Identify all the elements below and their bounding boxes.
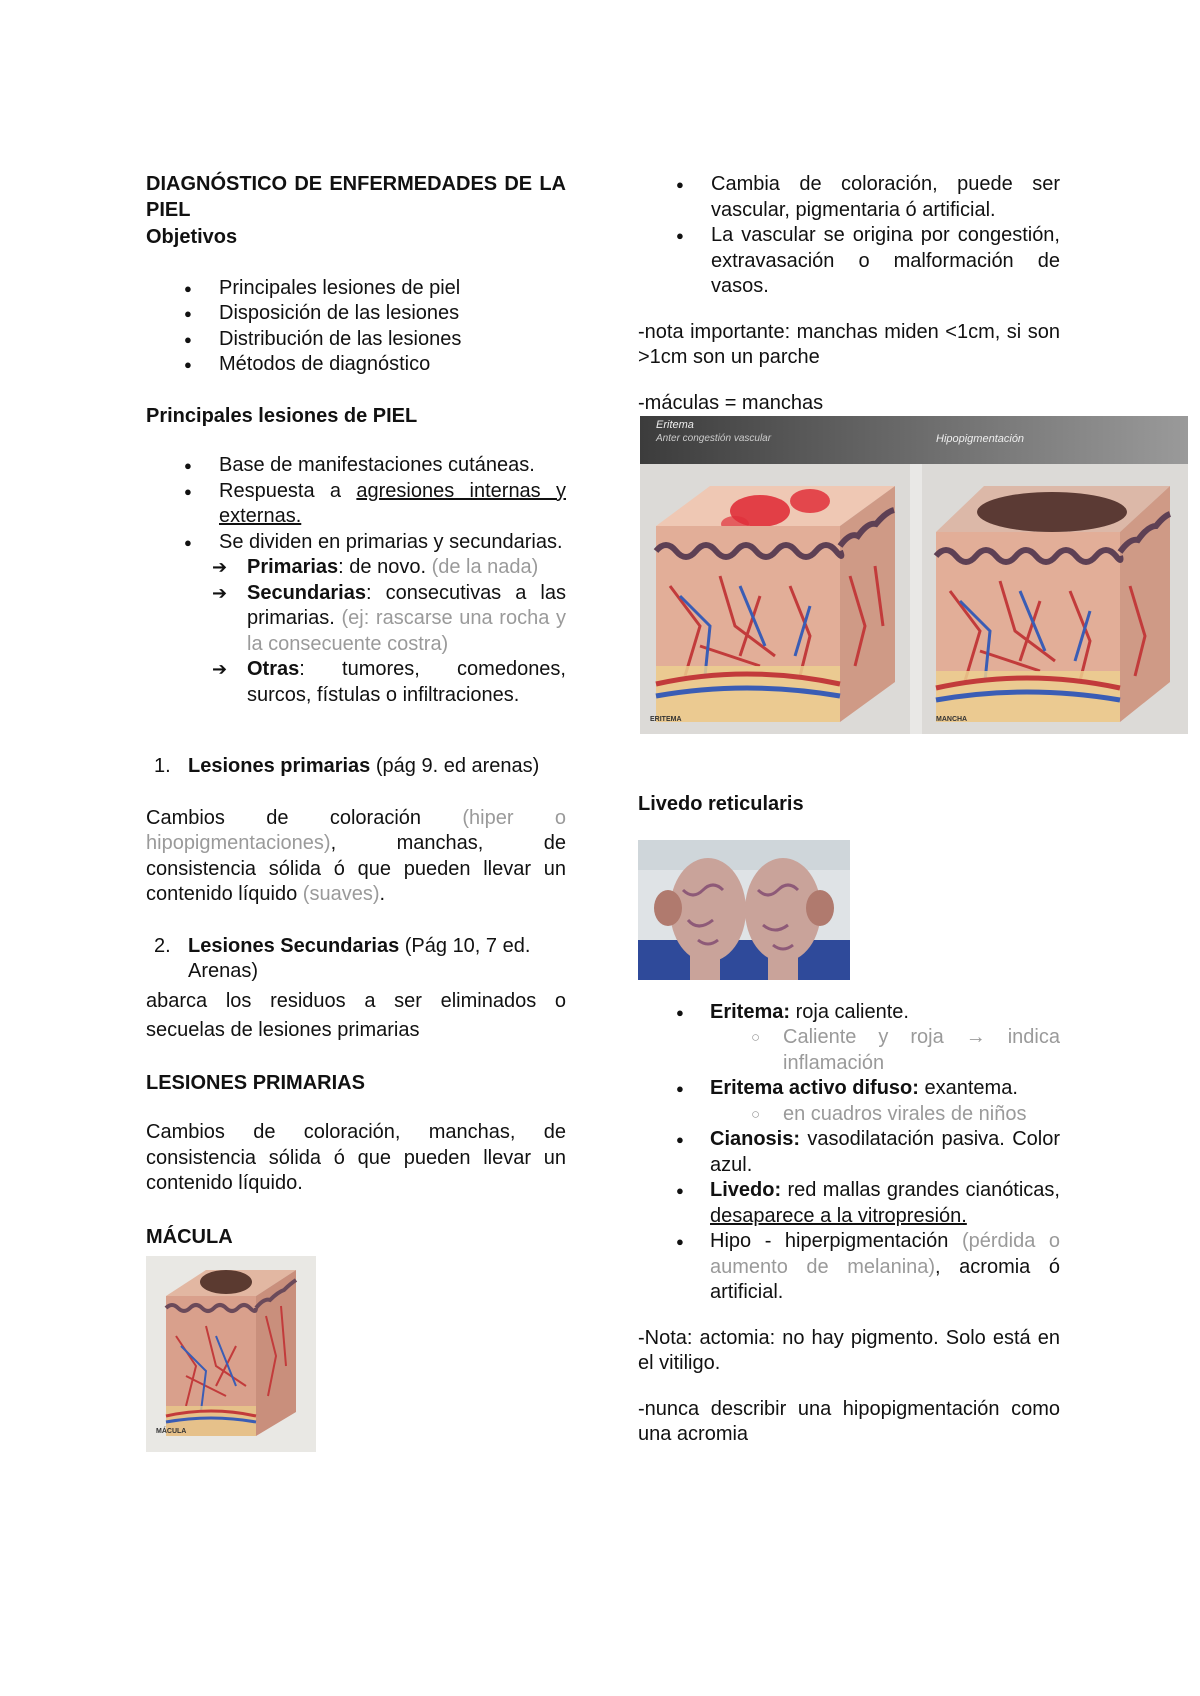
underlined-text: desaparece a la vitropresión.: [710, 1204, 967, 1227]
list-number: 2.: [154, 934, 171, 957]
livedo-heading: Livedo reticularis: [638, 793, 804, 815]
term-text: red mallas grandes cianóticas,: [781, 1179, 1060, 1201]
primary-lesions-text: Cambios de coloración, manchas, de consistencia sólida ó que pueden llevar un contenido líquido.: [146, 1121, 566, 1194]
erythema-mancha-illustration: [640, 416, 1188, 734]
numbered-heading-ref: (Pág 10, 7 ed. Arenas): [188, 934, 531, 982]
numbered-heading-1: [146, 754, 566, 780]
term-label: Eritema activo difuso:: [710, 1077, 919, 1099]
sub-list-item: [638, 1102, 1060, 1128]
list-item: [638, 172, 1060, 223]
term-text: vasodilatación pasiva. Color azul.: [710, 1128, 1060, 1176]
term-text: , acromia ó artificial.: [710, 1255, 1060, 1303]
primary-description: [146, 806, 566, 908]
arrow-icon: ➔: [212, 659, 228, 679]
bullet-icon: ●: [676, 1081, 684, 1096]
bullet-icon: ●: [676, 228, 684, 243]
term-label: Eritema:: [710, 1000, 791, 1023]
circle-bullet-icon: ○: [751, 1029, 761, 1046]
term-text: : tumores, comedones, surcos, fístulas o infiltraciones.: [247, 658, 566, 706]
numbered-heading-2: [146, 934, 566, 985]
bullet-icon: ●: [676, 1183, 684, 1198]
livedo-photo-image: [638, 840, 850, 980]
image-caption-mancha: MANCHA: [936, 716, 968, 723]
list-item: ● Principales lesiones de piel: [146, 276, 566, 302]
bullet-icon: ●: [676, 177, 684, 192]
left-column: [146, 172, 566, 1452]
secondary-description: abarca los residuos a ser eliminados o secuelas de lesiones primarias: [146, 989, 566, 1041]
term-text: Hipo - hiperpigmentación: [710, 1230, 962, 1252]
nota-importante: -nota importante: manchas miden <1cm, si son >1cm son un parche: [638, 320, 1060, 368]
sub-item-text: Caliente y roja → indica inflamación: [783, 1026, 1060, 1074]
list-item: [638, 223, 1060, 300]
list-item: ● Distribución de las lesiones: [146, 327, 566, 353]
list-item-text: La vascular se origina por congestión, extravasación o malformación de vasos.: [711, 224, 1060, 297]
term-label: Secundarias: [247, 581, 366, 604]
list-item-cianosis: [638, 1127, 1060, 1178]
list-item-hipo: [638, 1229, 1060, 1306]
term-text: : de novo.: [338, 556, 432, 578]
skin-comparison-illustration: [640, 416, 1188, 734]
numbered-heading-label: Lesiones primarias: [188, 755, 371, 777]
term-text: exantema.: [918, 1077, 1018, 1099]
numbered-heading-label: Lesiones Secundarias: [188, 934, 400, 957]
macula-illustration: [146, 1256, 316, 1452]
text-span: , manchas, de consistencia sólida ó que pueden llevar un contenido líquido: [146, 832, 566, 905]
image-caption-eritema: ERITEMA: [650, 716, 682, 723]
sub-list-item: [638, 1025, 1060, 1076]
list-item-text: Respuesta a: [219, 479, 357, 502]
list-item: ● Métodos de diagnóstico: [146, 352, 566, 378]
list-item: ● Base de manifestaciones cutáneas.: [146, 453, 566, 479]
livedo-photo: [638, 840, 850, 980]
image-sublabel-eritema: Anter congestión vascular: [656, 433, 772, 444]
lesion-definitions-list: [638, 1000, 1060, 1306]
gray-note: (suaves): [302, 883, 380, 905]
arrow-icon: ➔: [212, 557, 228, 577]
list-item-eritema-activo: [638, 1076, 1060, 1102]
term-label: Otras: [247, 658, 300, 680]
list-item: [146, 479, 566, 530]
objectives-heading: Objetivos: [146, 226, 238, 248]
arrow-item-otras: [146, 657, 566, 708]
term-text: : consecutivas a las primarias.: [247, 581, 566, 629]
term-text: roja caliente.: [790, 1000, 909, 1023]
arrow-icon: ➔: [212, 582, 228, 603]
macula-heading: MÁCULA: [146, 1225, 233, 1248]
term-note: (ej: rascarse una rocha y la consecuente costra): [247, 607, 566, 655]
text-span: Cambios de coloración: [146, 806, 463, 829]
gray-note: (hiper o hipopigmentaciones): [146, 806, 566, 854]
term-label: Livedo:: [710, 1179, 782, 1201]
list-item-livedo: [638, 1178, 1060, 1229]
page-title: DIAGNÓSTICO DE ENFERMEDADES DE LA PIEL: [146, 173, 566, 221]
objectives-list: [146, 276, 566, 378]
list-item-eritema: [638, 1000, 1060, 1026]
right-column: [638, 172, 1060, 1448]
image-label-eritema: Eritema: [656, 419, 694, 431]
term-label: Primarias: [247, 556, 339, 578]
bullet-icon: ●: [676, 1132, 684, 1147]
nunca-note: -nunca describir una hipopigmentación como una acromia: [638, 1397, 1060, 1445]
principal-lesions-list: [146, 453, 566, 708]
term-label: Cianosis:: [710, 1128, 801, 1150]
nota-acromia: -Nota: actomia: no hay pigmento. Solo está en el vitiligo.: [638, 1326, 1060, 1374]
coloration-list: [638, 172, 1060, 300]
bullet-icon: ●: [676, 1004, 684, 1020]
primary-lesions-heading: LESIONES PRIMARIAS: [146, 1071, 365, 1094]
list-item: ● Se dividen en primarias y secundarias.: [146, 530, 566, 556]
list-item: ● Disposición de las lesiones: [146, 301, 566, 327]
list-number: 1.: [154, 755, 171, 777]
macula-caption: MÁCULA: [156, 1427, 187, 1435]
numbered-heading-ref: (pág 9. ed arenas): [370, 755, 540, 777]
arrow-item-secundarias: [146, 581, 566, 658]
principal-lesions-heading: Principales lesiones de PIEL: [146, 404, 418, 427]
gray-note: (pérdida o aumento de melanina): [710, 1230, 1061, 1278]
underlined-text: agresiones internas y externas.: [219, 479, 566, 527]
text-span: .: [379, 883, 386, 905]
arrow-item-primarias: [146, 555, 566, 581]
image-label-hipopigmentacion: Hipopigmentación: [936, 433, 1025, 445]
list-item-text: Cambia de coloración, puede ser vascular, pigmentaria ó artificial.: [711, 173, 1060, 221]
maculas-note: -máculas = manchas: [638, 391, 824, 414]
term-note: (de la nada): [431, 556, 539, 578]
sub-item-text: en cuadros virales de niños: [783, 1102, 1027, 1125]
circle-bullet-icon: ○: [751, 1105, 761, 1123]
bullet-icon: ●: [676, 1234, 684, 1249]
